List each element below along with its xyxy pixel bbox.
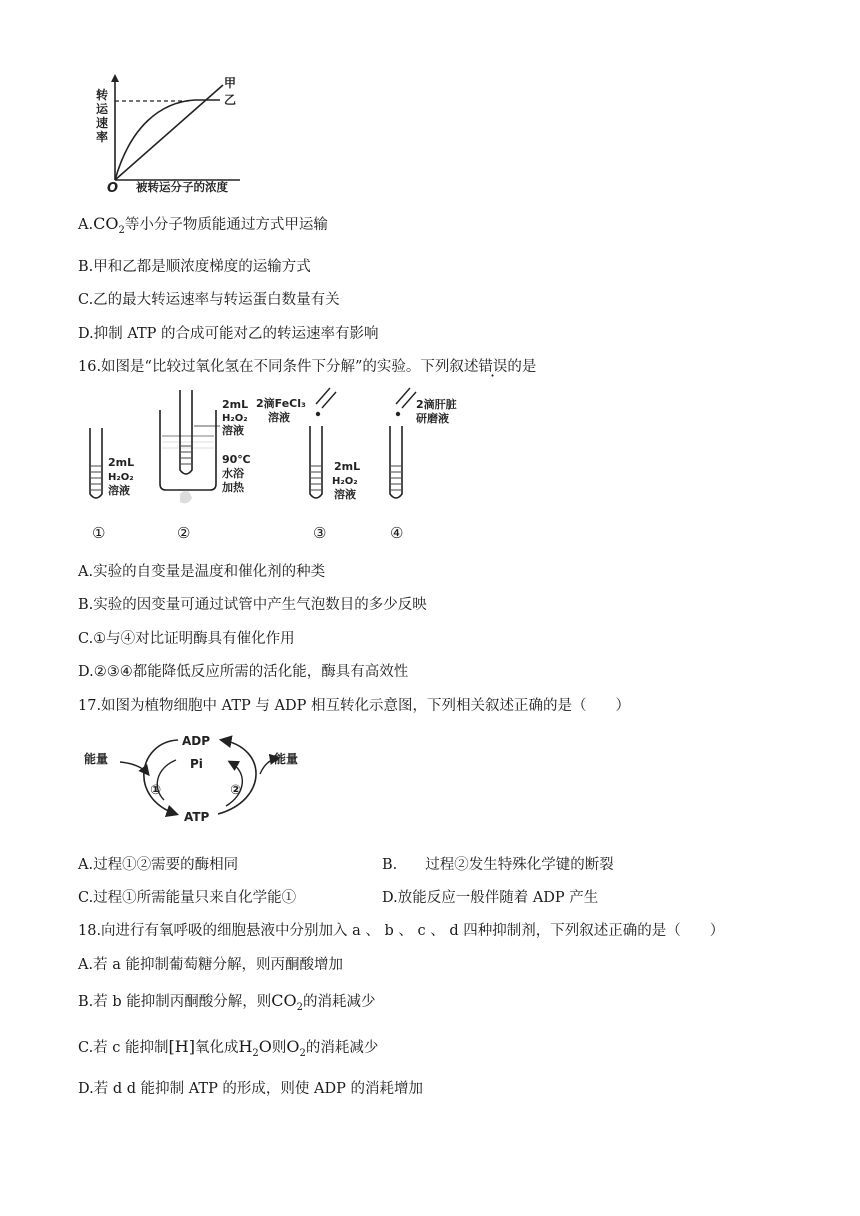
test-tube-1 xyxy=(90,428,102,498)
yi-label: 乙 xyxy=(224,93,237,107)
svg-text:Pi: Pi xyxy=(190,757,203,771)
dropper-4 xyxy=(396,388,416,416)
svg-text:H₂O₂: H₂O₂ xyxy=(222,413,248,424)
svg-text:能量: 能量 xyxy=(274,752,299,766)
test-tube-4 xyxy=(390,426,402,498)
svg-text:H₂O₂: H₂O₂ xyxy=(332,476,358,487)
q18-stem: 18.向进行有氧呼吸的细胞悬液中分别加入 a 、 b 、 c 、 d 四种抑制剂，下列叙述正确的是（ ） xyxy=(78,923,725,939)
svg-text:2滴肝脏: 2滴肝脏 xyxy=(416,398,457,411)
svg-text:ATP: ATP xyxy=(184,810,210,824)
jia-label: 甲 xyxy=(224,76,237,90)
svg-text:溶液: 溶液 xyxy=(334,488,356,501)
q16-option-b: B.实验的因变量可通过试管中产生气泡数目的多少反映 xyxy=(78,597,427,613)
y-axis-label-2: 运 xyxy=(96,102,109,116)
tube-3-number: ③ xyxy=(313,524,327,542)
atp-adp-cycle-diagram xyxy=(78,728,318,828)
y-axis-label-4: 率 xyxy=(96,130,109,144)
svg-text:溶液: 溶液 xyxy=(268,411,290,424)
svg-text:2mL: 2mL xyxy=(334,460,361,473)
svg-text:溶液: 溶液 xyxy=(222,424,244,437)
q18-option-d: D.若 d d 能抑制 ATP 的形成，则使 ADP 的消耗增加 xyxy=(78,1081,424,1097)
svg-text:能量: 能量 xyxy=(84,752,109,766)
svg-text:研磨液: 研磨液 xyxy=(416,412,449,425)
q15-option-b: B.甲和乙都是顺浓度梯度的运输方式 xyxy=(78,259,311,275)
dropper-3 xyxy=(316,388,336,416)
svg-text:2mL: 2mL xyxy=(108,456,135,469)
q16-option-c: C.①与④对比证明酶具有催化作用 xyxy=(78,631,295,647)
q17-option-c: C.过程①所需能量只来自化学能① xyxy=(78,890,297,906)
q18-option-b: B.若 b 能抑制丙酮酸分解，则$CO_2$的消耗减少 xyxy=(78,991,376,1013)
h2o2-experiment-figure xyxy=(78,386,478,518)
q18-option-c: C.若 c 能抑制[H]氧化成$H_2O$则$O_2$的消耗减少 xyxy=(78,1037,379,1059)
svg-text:水浴: 水浴 xyxy=(222,467,244,480)
q15-option-c: C.乙的最大转运速率与转运蛋白数量有关 xyxy=(78,292,340,308)
svg-text:②: ② xyxy=(230,783,242,798)
tube-2-number: ② xyxy=(177,524,191,542)
test-tube-2 xyxy=(180,390,192,474)
q16-option-d: D.②③④都能降低反应所需的活化能，酶具有高效性 xyxy=(78,664,409,680)
test-tube-3 xyxy=(310,426,322,498)
svg-text:加热: 加热 xyxy=(222,481,244,494)
q16-option-a: A.实验的自变量是温度和催化剂的种类 xyxy=(78,564,326,580)
svg-text:①: ① xyxy=(150,783,162,798)
svg-text:ADP: ADP xyxy=(182,734,211,748)
q17-option-b: B. 过程②发生特殊化学键的断裂 xyxy=(382,857,614,873)
q17-stem: 17.如图为植物细胞中 ATP 与 ADP 相互转化示意图，下列相关叙述正确的是（ ） xyxy=(78,698,630,714)
y-axis-label-1: 转 xyxy=(96,88,109,102)
water-bath-beaker xyxy=(160,410,216,490)
transport-rate-graph xyxy=(80,72,270,197)
tube-4-number: ④ xyxy=(390,524,404,542)
q16-stem: 16.如图是“比较过氧化氢在不同条件下分解”的实验。下列叙述错误的是 xyxy=(78,359,537,375)
q15-option-d: D.抑制 ATP 的合成可能对乙的转运速率有影响 xyxy=(78,326,379,342)
origin-label: O xyxy=(107,181,119,196)
svg-text:2滴FeCl₃: 2滴FeCl₃ xyxy=(256,397,306,410)
svg-text:溶液: 溶液 xyxy=(108,484,130,497)
y-axis-label-3: 速 xyxy=(96,116,109,130)
q15-option-a: $A.CO_2$等小分子物质能通过方式甲运输 xyxy=(78,214,328,236)
q17-option-d: D.放能反应一般伴随着 ADP 产生 xyxy=(382,890,599,906)
tube-1-number: ① xyxy=(92,524,106,542)
line-yi xyxy=(115,100,220,180)
svg-text:90℃: 90℃ xyxy=(222,453,251,466)
q17-option-a: A.过程①②需要的酶相同 xyxy=(78,857,239,873)
x-axis-label: 被转运分子的浓度 xyxy=(136,180,228,194)
svg-text:2mL: 2mL xyxy=(222,398,249,411)
q18-option-a: A.若 a 能抑制葡萄糖分解，则丙酮酸增加 xyxy=(78,957,343,973)
svg-text:H₂O₂: H₂O₂ xyxy=(108,472,134,483)
